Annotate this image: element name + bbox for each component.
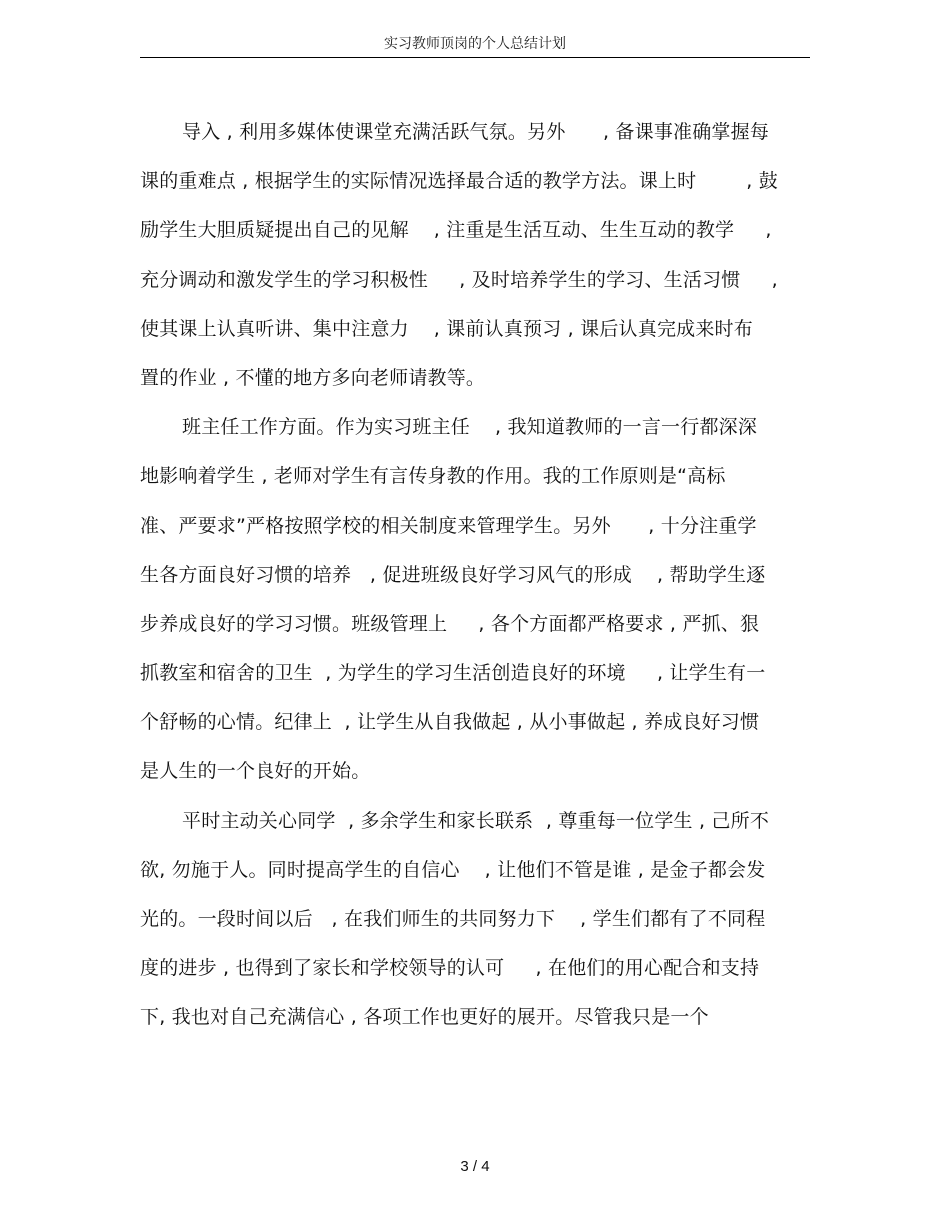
paragraph-1-line: 励学生大胆质疑提出自己的见解 , 注重是生活互动、生生互动的教学 , (140, 219, 772, 242)
paragraph-3-line: 下, 我也对自己充满信心 , 各项工作也更好的展开。尽管我只是一个 (140, 1006, 709, 1029)
paragraph-2-line: 地影响着学生 , 老师对学生有言传身教的作用。我的工作原则是“高标 (140, 465, 726, 488)
paragraph-2-line: 个舒畅的心情。纪律上 , 让学生从自我做起 , 从小事做起 , 养成良好习惯 (140, 711, 760, 734)
paragraph-1-line: 使其课上认真听讲、集中注意力 , 课前认真预习 , 课后认真完成来时布 (140, 317, 753, 340)
paragraph-3-line: 光的。一段时间以后 , 在我们师生的共同努力下 , 学生们都有了不同程 (140, 908, 766, 930)
paragraph-1-line: 导入 , 利用多媒体使课堂充满活跃气氛。另外 , 备课事准确掌握每 (182, 121, 770, 143)
paragraph-2-line: 生各方面良好习惯的培养 , 促进班级良好学习风气的形成 , 帮助学生逐 (140, 563, 766, 586)
paragraph-3-line: 欲, 勿施于人。同时提高学生的自信心 , 让他们不管是谁 , 是金子都会发 (140, 858, 766, 881)
paragraph-2-line: 步养成良好的学习习惯。班级管理上 , 各个方面都严格要求 , 严抓、狠 (140, 612, 760, 635)
page-number: 3 / 4 (460, 1158, 490, 1175)
paragraph-2-line: 班主任工作方面。作为实习班主任 , 我知道教师的一言一行都深深 (182, 416, 758, 439)
paragraph-2-line: 抓教室和宿舍的卫生 , 为学生的学习生活创造良好的环境 , 让学生有一 (140, 662, 766, 685)
paragraph-3-line: 平时主动关心同学 , 多余学生和家长联系 , 尊重每一位学生 , 己所不 (182, 809, 770, 832)
paragraph-1-line: 置的作业 , 不懂的地方多向老师请教等。 (140, 366, 486, 389)
running-header-title: 实习教师顶岗的个人总结计划 (384, 36, 566, 52)
paragraph-1-line: 课的重难点 , 根据学生的实际情况选择最合适的教学方法。课上时 , 鼓 (140, 170, 778, 193)
header-rule (140, 57, 810, 58)
paragraph-1-line: 充分调动和激发学生的学习积极性 , 及时培养学生的学习、生活习惯 , (140, 268, 778, 291)
paragraph-2-line: 准、严要求”严格按照学校的相关制度来管理学生。另外 , 十分注重学 (140, 514, 757, 537)
paragraph-2-line: 是人生的一个良好的开始。 (140, 760, 371, 783)
body-text (140, 108, 810, 1043)
paragraph-3-line: 度的进步 , 也得到了家长和学校领导的认可 , 在他们的用心配合和支持 (140, 957, 760, 980)
